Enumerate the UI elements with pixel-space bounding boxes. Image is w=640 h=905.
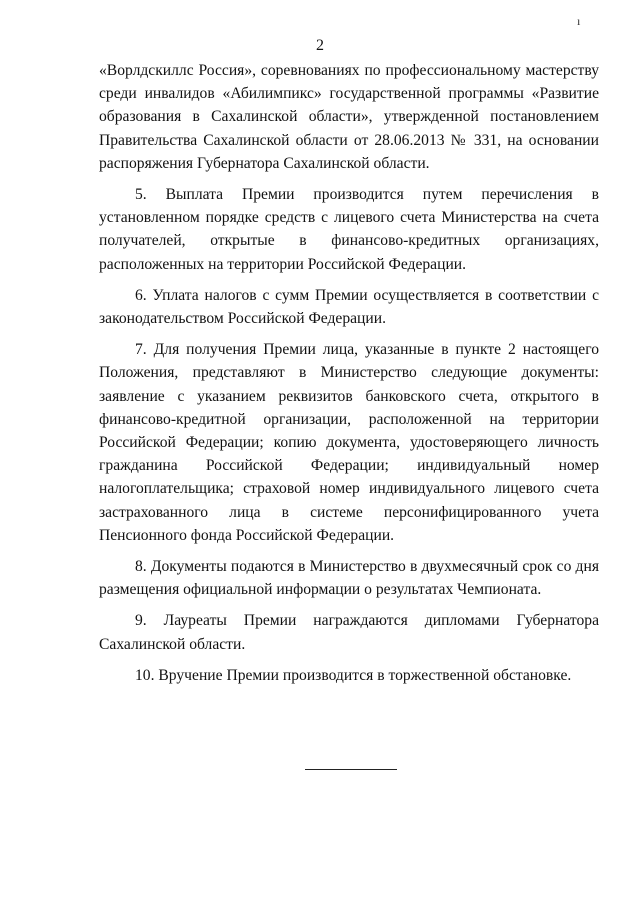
page-number: 2 [316, 37, 324, 54]
paragraph-7: 7. Для получения Премии лица, указанные в пункте 2 настоящего Положения, представляют в Министерство следующие документы: заявление с указанием реквизитов банковского счета, открытого в финансово-кредитной организации, расположенной на территории Российской Федерации; копию документа, удостоверяющего личность гражданина Российской Федерации; индивидуальный номер налогоплательщика; страховой номер индивидуального лицевого счета застрахованного лица в системе персонифицированного учета Пенсионного фонда Российской Федерации. [99, 341, 599, 544]
paragraph-5: 5. Выплата Премии производится путем перечисления в установленном порядке средств с лицевого счета Министерства на счета получателей, открытые в финансово-кредитных организациях, расположенных на территории Российской Федерации. [99, 186, 599, 273]
paragraph-continuation: «Ворлдскиллс Россия», соревнованиях по профессиональному мастерству среди инвалидов «Абилимпикс» государственной программы «Развитие образования в Сахалинской области», утвержденной постановлением Правительства Сахалинской области от 28.06.2013 № 331, на основании распоряжения Губернатора Сахалинской области. [99, 62, 599, 172]
paragraph-10: 10. Вручение Премии производится в торжественной обстановке. [135, 666, 572, 684]
paragraph-6: 6. Уплата налогов с сумм Премии осуществляется в соответствии с законодательством Российской Федерации. [99, 286, 599, 328]
paragraph-9: 9. Лауреаты Премии награждаются дипломами Губернатора Сахалинской области. [99, 612, 599, 653]
corner-mark: ı [577, 14, 581, 28]
paragraph-8: 8. Документы подаются в Министерство в двухмесячный срок со дня размещения официальной информации о результатах Чемпионата. [99, 558, 599, 599]
document-body [99, 59, 599, 687]
end-separator-line [305, 769, 397, 770]
